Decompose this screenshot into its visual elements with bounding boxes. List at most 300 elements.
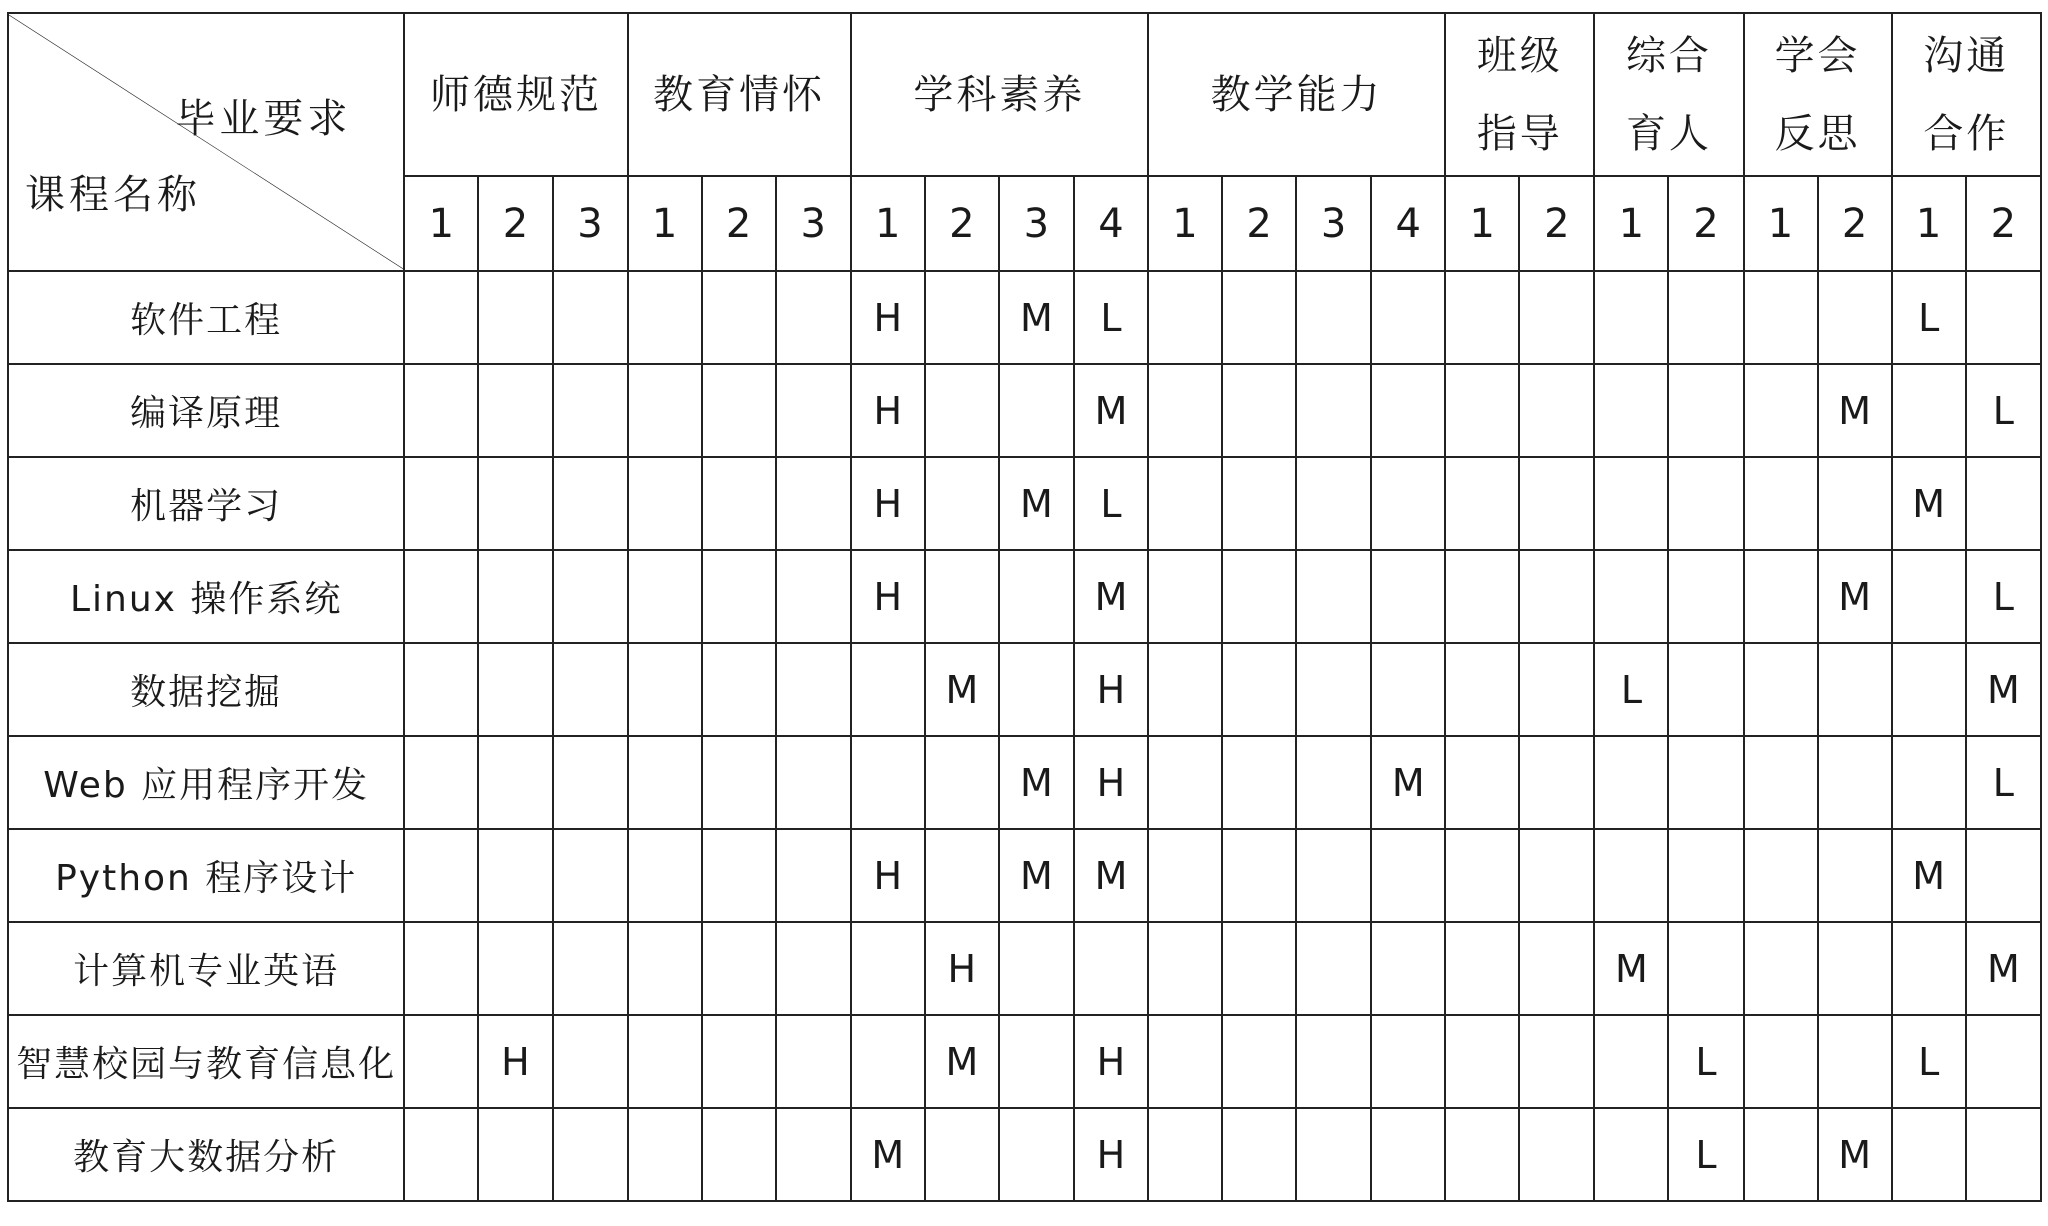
requirement-group-header	[1594, 13, 1743, 176]
requirement-group-header	[1744, 13, 1892, 176]
rating-cell	[1818, 829, 1892, 922]
rating-cell	[1148, 271, 1222, 364]
rating-cell	[1296, 736, 1371, 829]
rating-cell	[776, 1108, 851, 1201]
rating-cell	[1148, 457, 1222, 550]
requirement-group-header	[1445, 13, 1594, 176]
rating-cell	[404, 550, 478, 643]
rating-cell	[1519, 1015, 1594, 1108]
subcolumn-number-label: 3	[1023, 200, 1050, 247]
rating-cell	[1818, 550, 1892, 643]
subcolumn-number	[925, 176, 999, 271]
course-name: Web 应用程序开发	[43, 765, 370, 806]
rating-cell	[1519, 736, 1594, 829]
rating-value: M	[1838, 1132, 1871, 1177]
rating-cell	[1074, 643, 1148, 736]
subcolumn-number	[1668, 176, 1743, 271]
requirement-group-header	[851, 13, 1148, 176]
table-row	[8, 736, 2041, 829]
subcolumn-number-label: 1	[1618, 200, 1645, 247]
course-name: 机器学习	[130, 486, 283, 527]
course-name: Linux 操作系统	[69, 579, 343, 620]
rating-cell	[553, 829, 628, 922]
rating-cell	[553, 271, 628, 364]
subcolumn-number-label: 1	[1767, 200, 1794, 247]
rating-value: L	[1992, 574, 2014, 619]
rating-cell	[1074, 829, 1148, 922]
rating-cell	[851, 550, 925, 643]
subcolumn-number	[1148, 176, 1222, 271]
rating-cell	[1818, 1015, 1892, 1108]
rating-cell	[1519, 550, 1594, 643]
rating-cell	[1668, 271, 1743, 364]
rating-cell	[776, 271, 851, 364]
rating-cell	[1668, 736, 1743, 829]
rating-cell	[999, 550, 1074, 643]
rating-cell	[999, 271, 1074, 364]
requirement-group-label: 教学能力	[1210, 71, 1383, 118]
rating-cell	[851, 829, 925, 922]
rating-cell	[1445, 643, 1519, 736]
rating-cell	[1594, 829, 1668, 922]
rating-cell	[1818, 643, 1892, 736]
rating-cell	[851, 1015, 925, 1108]
course-name: Python 程序设计	[55, 858, 358, 899]
rating-cell	[999, 457, 1074, 550]
rating-cell	[1222, 457, 1296, 550]
requirement-group-label: 师德规范	[429, 71, 602, 118]
rating-cell	[1148, 1108, 1222, 1201]
rating-value: M	[1986, 946, 2020, 991]
rating-value: L	[1992, 760, 2014, 805]
rating-cell	[1148, 922, 1222, 1015]
requirement-group-label: 学会反思	[1774, 32, 1861, 157]
subcolumn-number-label: 1	[428, 200, 455, 247]
rating-value: H	[873, 481, 903, 526]
rating-value: H	[873, 295, 903, 340]
rating-cell	[1296, 829, 1371, 922]
rating-cell	[1445, 829, 1519, 922]
rating-cell	[1966, 457, 2041, 550]
rating-value: M	[1391, 760, 1425, 805]
rating-value: M	[1094, 853, 1128, 898]
rating-value: M	[871, 1132, 905, 1177]
rating-cell	[553, 1015, 628, 1108]
rating-cell	[999, 364, 1074, 457]
rating-value: M	[945, 667, 979, 712]
rating-cell	[1074, 1108, 1148, 1201]
rating-cell	[1074, 736, 1148, 829]
rating-cell	[553, 922, 628, 1015]
rating-value: H	[1096, 667, 1126, 712]
rating-cell	[1296, 550, 1371, 643]
subcolumn-number	[1296, 176, 1371, 271]
rating-value: M	[1094, 388, 1128, 433]
subcolumn-number-label: 1	[875, 200, 901, 247]
rating-cell	[1744, 364, 1818, 457]
rating-cell	[1296, 271, 1371, 364]
rating-cell	[628, 643, 702, 736]
rating-cell	[1222, 829, 1296, 922]
rating-cell	[553, 550, 628, 643]
rating-value: M	[1615, 946, 1648, 991]
rating-cell	[925, 1108, 999, 1201]
rating-cell	[1074, 922, 1148, 1015]
rating-cell	[1519, 364, 1594, 457]
rating-cell	[1818, 457, 1892, 550]
rating-cell	[628, 922, 702, 1015]
rating-cell	[776, 364, 851, 457]
rating-cell	[478, 457, 552, 550]
rating-cell	[628, 457, 702, 550]
rating-cell	[628, 364, 702, 457]
rating-cell	[925, 922, 999, 1015]
course-name: 计算机专业英语	[73, 951, 340, 992]
rating-cell	[1668, 550, 1743, 643]
course-name: 智慧校园与教育信息化	[16, 1044, 397, 1085]
subcolumn-number	[1445, 176, 1519, 271]
table-row	[8, 457, 2041, 550]
rating-cell	[851, 736, 925, 829]
rating-cell	[1296, 922, 1371, 1015]
header-group-row	[8, 13, 2041, 176]
rating-value: M	[945, 1039, 979, 1084]
rating-cell	[1519, 643, 1594, 736]
subcolumn-number	[776, 176, 851, 271]
rating-cell	[1296, 643, 1371, 736]
rating-cell	[1892, 1108, 1966, 1201]
rating-cell	[925, 457, 999, 550]
course-name-cell	[8, 829, 404, 922]
rating-cell	[1222, 550, 1296, 643]
requirement-group-header	[404, 13, 627, 176]
rating-cell	[702, 364, 776, 457]
rating-cell	[553, 643, 628, 736]
rating-cell	[999, 643, 1074, 736]
course-name-cell	[8, 1015, 404, 1108]
subcolumn-number-label: 2	[949, 200, 975, 247]
requirement-group-label: 教育情怀	[653, 71, 826, 118]
course-name: 编译原理	[130, 393, 283, 434]
subcolumn-number-label: 1	[1172, 200, 1198, 247]
subcolumn-number-label: 1	[651, 200, 678, 247]
rating-cell	[404, 457, 478, 550]
course-name-cell	[8, 643, 404, 736]
rating-cell	[1892, 550, 1966, 643]
rating-cell	[1594, 922, 1668, 1015]
rating-cell	[1594, 1015, 1668, 1108]
requirement-group-header	[1892, 13, 2041, 176]
subcolumn-number	[1744, 176, 1818, 271]
rating-cell	[1594, 271, 1668, 364]
rating-value: M	[1912, 853, 1946, 898]
rating-cell	[1296, 364, 1371, 457]
rating-value: M	[1912, 481, 1946, 526]
rating-cell	[1445, 271, 1519, 364]
requirement-group-label: 综合育人	[1625, 32, 1712, 157]
rating-cell	[1371, 1108, 1445, 1201]
table-row	[8, 922, 2041, 1015]
rating-cell	[851, 643, 925, 736]
rating-cell	[1966, 829, 2041, 922]
rating-cell	[1519, 1108, 1594, 1201]
rating-cell	[1966, 550, 2041, 643]
rating-cell	[404, 829, 478, 922]
rating-cell	[1594, 736, 1668, 829]
subcolumn-number-label: 2	[1246, 200, 1272, 247]
rating-cell	[1371, 550, 1445, 643]
rating-cell	[999, 1108, 1074, 1201]
subcolumn-number	[628, 176, 702, 271]
rating-value: L	[1992, 388, 2014, 433]
rating-cell	[553, 457, 628, 550]
rating-cell	[1148, 550, 1222, 643]
rating-cell	[1744, 550, 1818, 643]
rating-cell	[1519, 457, 1594, 550]
rating-cell	[702, 922, 776, 1015]
subcolumn-number-label: 2	[725, 200, 752, 247]
rating-cell	[1594, 1108, 1668, 1201]
rating-cell	[628, 271, 702, 364]
rating-cell	[1371, 364, 1445, 457]
rating-cell	[1371, 457, 1445, 550]
rating-cell	[478, 643, 552, 736]
rating-cell	[1668, 922, 1743, 1015]
rating-cell	[1148, 643, 1222, 736]
rating-value: M	[1020, 295, 1053, 340]
subcolumn-number	[404, 176, 478, 271]
rating-cell	[1966, 1108, 2041, 1201]
rating-cell	[999, 736, 1074, 829]
rating-cell	[478, 1108, 552, 1201]
subcolumn-number-label: 3	[800, 200, 826, 247]
rating-value: L	[1100, 481, 1122, 526]
rating-cell	[1445, 550, 1519, 643]
rating-cell	[1222, 736, 1296, 829]
course-name-cell	[8, 1108, 404, 1201]
rating-cell	[478, 922, 552, 1015]
rating-value: H	[1096, 760, 1126, 805]
rating-cell	[702, 457, 776, 550]
rating-cell	[1445, 922, 1519, 1015]
rating-cell	[1222, 1015, 1296, 1108]
rating-cell	[776, 457, 851, 550]
subcolumn-number-label: 4	[1098, 200, 1124, 247]
subcolumn-number-label: 2	[1693, 200, 1719, 247]
rating-cell	[478, 1015, 552, 1108]
rating-cell	[1966, 643, 2041, 736]
rating-cell	[776, 922, 851, 1015]
rating-cell	[1668, 643, 1743, 736]
rating-cell	[1744, 829, 1818, 922]
rating-cell	[1818, 736, 1892, 829]
rating-cell	[478, 550, 552, 643]
subcolumn-number	[1818, 176, 1892, 271]
rating-value: H	[501, 1039, 530, 1084]
rating-cell	[702, 829, 776, 922]
course-name-cell	[8, 550, 404, 643]
rating-value: M	[1838, 388, 1871, 433]
rating-cell	[776, 829, 851, 922]
rating-cell	[1445, 457, 1519, 550]
subcolumn-number-label: 3	[577, 200, 603, 247]
rating-cell	[1594, 364, 1668, 457]
course-name-cell	[8, 364, 404, 457]
rating-value: H	[1096, 1039, 1126, 1084]
subcolumn-number	[1892, 176, 1966, 271]
rating-cell	[1148, 1015, 1222, 1108]
rating-cell	[404, 643, 478, 736]
rating-cell	[702, 271, 776, 364]
requirement-group-label: 学科素养	[913, 71, 1086, 118]
rating-cell	[1966, 736, 2041, 829]
course-requirement-matrix	[7, 12, 2042, 1202]
course-name-cell	[8, 271, 404, 364]
rating-cell	[776, 643, 851, 736]
rating-cell	[1148, 736, 1222, 829]
subcolumn-number-label: 2	[1841, 200, 1868, 247]
rating-cell	[1668, 1015, 1743, 1108]
rating-cell	[1371, 643, 1445, 736]
subcolumn-number	[702, 176, 776, 271]
subcolumn-number	[999, 176, 1074, 271]
subcolumn-number-label: 1	[1469, 200, 1495, 247]
rating-cell	[1445, 1015, 1519, 1108]
rating-cell	[1818, 364, 1892, 457]
subcolumn-number	[1594, 176, 1668, 271]
rating-value: M	[1094, 574, 1128, 619]
course-name: 教育大数据分析	[73, 1137, 340, 1178]
table-row	[8, 1108, 2041, 1201]
rating-cell	[1074, 1015, 1148, 1108]
rating-cell	[776, 550, 851, 643]
rating-cell	[478, 364, 552, 457]
rating-cell	[1296, 1015, 1371, 1108]
subcolumn-number	[478, 176, 552, 271]
rating-value: H	[873, 388, 903, 433]
rating-cell	[851, 364, 925, 457]
rating-cell	[478, 271, 552, 364]
rating-cell	[1445, 736, 1519, 829]
rating-cell	[1744, 643, 1818, 736]
rating-cell	[1222, 1108, 1296, 1201]
rating-cell	[1222, 364, 1296, 457]
rating-cell	[1892, 922, 1966, 1015]
rating-cell	[1594, 550, 1668, 643]
requirement-group-label: 沟通合作	[1923, 32, 2010, 157]
rating-value: L	[1620, 667, 1642, 712]
rating-value: M	[1020, 481, 1053, 526]
rating-value: L	[1918, 1039, 1940, 1084]
rating-cell	[1892, 457, 1966, 550]
rating-cell	[553, 736, 628, 829]
rating-cell	[925, 550, 999, 643]
rating-cell	[1519, 271, 1594, 364]
table-row	[8, 271, 2041, 364]
rating-cell	[851, 457, 925, 550]
rating-cell	[1744, 271, 1818, 364]
corner-requirement-label: 毕业要求	[175, 96, 352, 142]
rating-cell	[999, 922, 1074, 1015]
rating-cell	[628, 829, 702, 922]
rating-cell	[478, 829, 552, 922]
rating-cell	[1966, 271, 2041, 364]
rating-cell	[702, 736, 776, 829]
rating-cell	[925, 736, 999, 829]
rating-cell	[1744, 736, 1818, 829]
corner-course-label: 课程名称	[25, 172, 201, 218]
rating-cell	[1818, 271, 1892, 364]
course-name-cell	[8, 922, 404, 1015]
subcolumn-number-label: 3	[1320, 200, 1347, 247]
rating-cell	[1892, 271, 1966, 364]
rating-value: H	[873, 574, 903, 619]
rating-cell	[628, 1108, 702, 1201]
rating-value: L	[1918, 295, 1940, 340]
rating-value: H	[1096, 1132, 1126, 1177]
rating-cell	[1519, 922, 1594, 1015]
requirement-group-header	[1148, 13, 1445, 176]
rating-cell	[1371, 1015, 1445, 1108]
course-name-cell	[8, 736, 404, 829]
subcolumn-number	[553, 176, 628, 271]
rating-cell	[1296, 457, 1371, 550]
requirement-group-header	[628, 13, 851, 176]
rating-cell	[404, 364, 478, 457]
rating-cell	[1371, 829, 1445, 922]
subcolumn-number	[1966, 176, 2041, 271]
rating-cell	[1445, 364, 1519, 457]
rating-cell	[1222, 922, 1296, 1015]
rating-value: M	[1020, 760, 1053, 805]
rating-value: L	[1100, 295, 1122, 340]
rating-cell	[851, 1108, 925, 1201]
subcolumn-number-label: 4	[1395, 200, 1421, 247]
rating-cell	[404, 1108, 478, 1201]
subcolumn-number	[1371, 176, 1445, 271]
subcolumn-number	[851, 176, 925, 271]
rating-cell	[999, 829, 1074, 922]
rating-cell	[553, 1108, 628, 1201]
rating-cell	[1892, 643, 1966, 736]
rating-cell	[1668, 1108, 1743, 1201]
rating-cell	[925, 829, 999, 922]
table-row	[8, 643, 2041, 736]
rating-cell	[1519, 829, 1594, 922]
table-row	[8, 550, 2041, 643]
rating-cell	[553, 364, 628, 457]
rating-cell	[1668, 364, 1743, 457]
table-row	[8, 1015, 2041, 1108]
subcolumn-number	[1222, 176, 1296, 271]
rating-cell	[1892, 364, 1966, 457]
rating-cell	[404, 736, 478, 829]
rating-cell	[1296, 1108, 1371, 1201]
subcolumn-number	[1074, 176, 1148, 271]
rating-cell	[1744, 1015, 1818, 1108]
rating-value: H	[947, 946, 977, 991]
rating-cell	[628, 550, 702, 643]
rating-value: H	[873, 853, 903, 898]
rating-cell	[628, 1015, 702, 1108]
rating-cell	[776, 1015, 851, 1108]
subcolumn-number-label: 2	[502, 200, 529, 247]
rating-cell	[925, 271, 999, 364]
rating-cell	[1371, 922, 1445, 1015]
rating-value: M	[1020, 853, 1053, 898]
rating-cell	[925, 1015, 999, 1108]
rating-value: M	[1838, 574, 1871, 619]
